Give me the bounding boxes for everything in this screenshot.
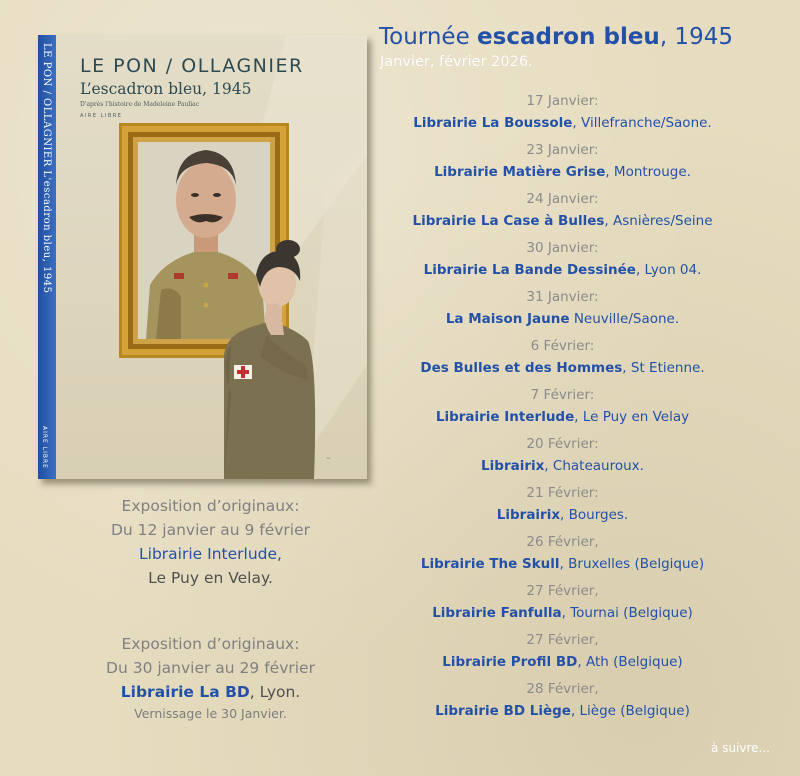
event-date: 30 Janvier: (526, 240, 599, 256)
event-city: , Bruxelles (Belgique) (559, 556, 705, 572)
cover-title: L’escadron bleu, 1945 (80, 80, 252, 98)
event-venue: Librairie La Boussole (413, 115, 573, 131)
event-venue-line (375, 650, 750, 674)
event-item (375, 679, 750, 728)
exhibition-dates: Du 12 janvier au 9 février (110, 521, 311, 539)
event-venue: Librairie The Skull (420, 556, 560, 572)
exhibition-venue: Librairie Interlude, (139, 545, 282, 563)
event-city: , St Etienne. (622, 360, 705, 376)
event-city: , Le Puy en Velay (574, 409, 690, 425)
event-item (375, 189, 750, 238)
event-date: 28 Février, (526, 681, 599, 697)
event-item (375, 287, 750, 336)
event-city: , Montrouge. (605, 164, 691, 180)
exhibition-note: Vernissage le 30 Janvier. (134, 706, 287, 721)
event-date: 31 Janvier: (526, 289, 599, 305)
event-item (375, 483, 750, 532)
cover-publisher: AIRE LIBRE (80, 113, 123, 119)
event-venue: Librairie Profil BD (442, 654, 578, 670)
event-date: 27 Février, (526, 583, 599, 599)
event-item (375, 238, 750, 287)
book-cover-image (38, 35, 367, 479)
event-venue: Librairix (481, 458, 545, 474)
event-item (375, 581, 750, 630)
event-venue-line (375, 552, 750, 576)
tour-title-suffix: , 1945 (659, 24, 733, 50)
event-venue-line (375, 160, 750, 184)
event-venue-line (375, 503, 750, 527)
book-front-cover (56, 35, 367, 479)
event-date: 7 Février: (530, 387, 595, 403)
event-list (375, 91, 750, 728)
event-date: 24 Janvier: (526, 191, 599, 207)
event-venue-line (375, 258, 750, 282)
cover-authors: LE PON / OLLAGNIER (80, 55, 304, 77)
exhibition-venue: Librairie La BD (120, 683, 250, 701)
event-date: 17 Janvier: (526, 93, 599, 109)
event-venue: La Maison Jaune (445, 311, 570, 327)
event-item (375, 91, 750, 140)
event-city: , Lyon 04. (635, 262, 702, 278)
exhibition-place: Le Puy en Velay. (148, 569, 273, 587)
event-city: , Liège (Belgique) (570, 703, 690, 719)
event-city: , Asnières/Seine (604, 213, 713, 229)
event-venue-line (375, 601, 750, 625)
event-item (375, 532, 750, 581)
event-city: Neuville/Saone. (569, 311, 680, 327)
cover-subtitle: D'après l'histoire de Madeleine Pauliac (80, 101, 200, 108)
event-venue: Librairie BD Liège (435, 703, 571, 719)
exhibition-heading: Exposition d’originaux: (121, 497, 300, 515)
event-city: , Ath (Belgique) (577, 654, 683, 670)
event-venue: Des Bulles et des Hommes (420, 360, 623, 376)
event-venue-line (375, 356, 750, 380)
event-venue-line (375, 111, 750, 135)
event-city: , Villefranche/Saone. (572, 115, 712, 131)
event-item (375, 385, 750, 434)
event-venue-line (375, 454, 750, 478)
event-venue-line (375, 405, 750, 429)
book-spine (38, 35, 56, 479)
spine-title: LE PON / OLLAGNIER L'escadron bleu, 1945 (41, 43, 52, 294)
event-item (375, 434, 750, 483)
exhibition-1 (38, 494, 383, 590)
tour-title-prefix: Tournée (379, 24, 470, 50)
event-venue-line (375, 699, 750, 723)
event-venue: Librairie Interlude (435, 409, 575, 425)
continued-text: à suivre... (711, 741, 770, 755)
spine-publisher: AIRE LIBRE (41, 426, 48, 469)
event-city: , Tournai (Belgique) (561, 605, 693, 621)
event-item (375, 630, 750, 679)
event-item (375, 140, 750, 189)
exhibition-heading: Exposition d’originaux: (121, 635, 300, 653)
event-venue: Librairie La Bande Dessinée (423, 262, 636, 278)
event-venue: Librairie Matière Grise (434, 164, 606, 180)
event-date: 6 Février: (530, 338, 595, 354)
event-venue-line (375, 307, 750, 331)
event-date: 27 Février, (526, 632, 599, 648)
tour-title-bold: escadron bleu (477, 24, 660, 50)
exhibition-dates: Du 30 janvier au 29 février (106, 659, 315, 677)
event-venue-line (375, 209, 750, 233)
exhibition-place: , Lyon. (249, 683, 301, 701)
event-city: , Chateauroux. (544, 458, 644, 474)
tour-title (379, 24, 733, 50)
event-date: 26 Février, (526, 534, 599, 550)
event-venue: Librairie La Case à Bulles (412, 213, 605, 229)
event-city: , Bourges. (560, 507, 629, 523)
event-date: 23 Janvier: (526, 142, 599, 158)
svg-text:~: ~ (326, 455, 332, 462)
exhibition-venue-line (38, 680, 383, 704)
event-venue: Librairie Fanfulla (432, 605, 562, 621)
event-date: 21 Février: (526, 485, 599, 501)
tour-subtitle: Janvier, février 2026. (380, 54, 533, 70)
event-venue: Librairix (496, 507, 561, 523)
event-date: 20 Février: (526, 436, 599, 452)
exhibition-2 (38, 632, 383, 724)
event-item (375, 336, 750, 385)
